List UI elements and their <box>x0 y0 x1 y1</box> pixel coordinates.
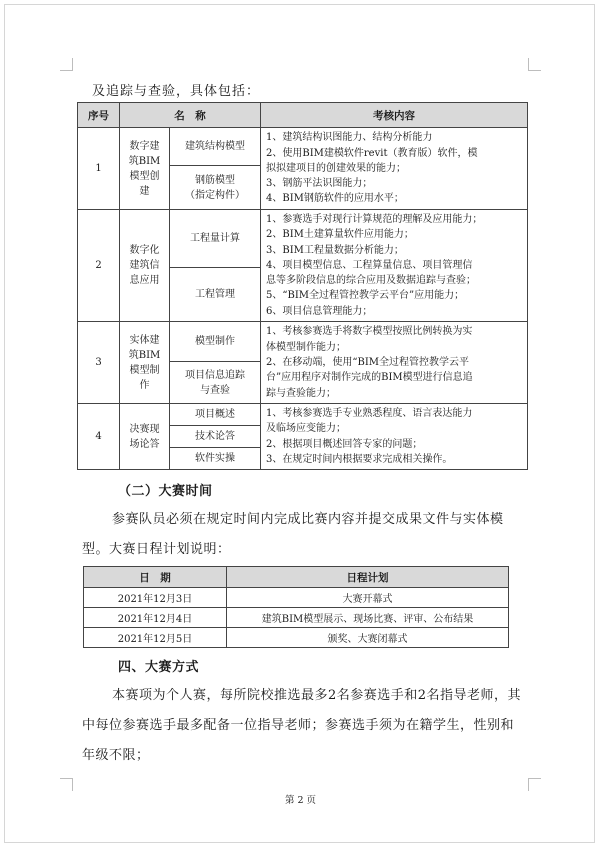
category-cell <box>120 210 170 322</box>
text-line: 工程管理 <box>195 289 235 301</box>
text-line: 技术论答 <box>195 431 235 443</box>
row-number: 3 <box>78 322 120 404</box>
assessment-content-cell <box>261 128 528 210</box>
assessment-row <box>78 210 528 268</box>
text-line: 钢筋模型 <box>195 174 235 186</box>
text-line: 息等多阶段信息的综合应用及数据追踪与查验； <box>266 275 476 287</box>
schedule-header-row <box>84 567 509 588</box>
text-line: 数字建 <box>129 140 160 152</box>
item-name-cell <box>170 210 261 268</box>
section-heading-method: 四、大赛方式 <box>118 660 200 675</box>
text-line: 模型制 <box>129 364 160 376</box>
text-line: 4、BIM钢筋软件的应用水平； <box>266 193 404 205</box>
category-cell <box>120 404 170 470</box>
page-number: 第 2 页 <box>284 795 317 806</box>
item-name-cell <box>170 166 261 210</box>
text-line: 6、项目信息管理能力； <box>266 305 373 317</box>
text-line: 2、使用BIM建模软件revit（教育版）软件，模 <box>266 147 478 159</box>
text-line: 筑BIM <box>128 349 161 361</box>
text-line: 作 <box>139 379 150 391</box>
schedule-plan: 颁奖、大赛闭幕式 <box>227 628 509 648</box>
schedule-row <box>84 628 509 648</box>
text-line: 项目信息追踪 <box>185 369 245 381</box>
text-line: 建筑结构模型 <box>185 141 245 152</box>
header-name: 名 称 <box>120 103 261 128</box>
text-line: 筑BIM <box>128 155 161 167</box>
schedule-row <box>84 608 509 628</box>
item-name-cell <box>170 404 261 426</box>
row-number: 1 <box>78 128 120 210</box>
crop-mark-bottom-left <box>60 778 73 791</box>
header-no: 序号 <box>78 103 120 128</box>
text-line: 息应用 <box>129 275 160 287</box>
text-line: 模型创 <box>129 170 160 182</box>
item-name-cell <box>170 268 261 322</box>
text-line: 2、根据项目概述回答专家的问题； <box>266 438 423 450</box>
section-method-paragraph: 本赛项为个人赛，每所院校推选最多2名参赛选手和2名指导老师，其中每位参赛选手最多配备一位指导老师；参赛选手须为在籍学生，性别和年级不限； <box>82 688 522 763</box>
assessment-body <box>78 128 528 470</box>
category-cell <box>120 128 170 210</box>
row-number: 2 <box>78 210 120 322</box>
schedule-header-plan: 日程计划 <box>227 567 509 588</box>
text-line: 体模型制作能力； <box>266 341 346 353</box>
item-name-cell <box>170 128 261 166</box>
text-line: 1、参赛选手对现行计算规范的理解及应用能力； <box>266 214 483 225</box>
header-content: 考核内容 <box>261 103 528 128</box>
text-line: 工程量计算 <box>190 233 240 245</box>
intro-text: 及追踪与查验，具体包括： <box>92 84 261 99</box>
text-line: 拟拟建项目的创建效果的能力； <box>266 162 406 174</box>
category-cell <box>120 322 170 404</box>
section-heading-time: （二）大赛时间 <box>118 484 213 499</box>
text-line: （指定构件） <box>185 189 245 201</box>
assessment-row <box>78 128 528 166</box>
item-name-cell <box>170 426 261 448</box>
text-line: 场论答 <box>129 438 160 450</box>
text-line: 决赛现 <box>129 423 160 435</box>
assessment-content-cell <box>261 322 528 404</box>
item-name-cell <box>170 362 261 404</box>
assessment-header-row <box>78 103 528 128</box>
text-line: 2、BIM土建算量软件应用能力； <box>266 229 414 241</box>
text-line: 建 <box>139 185 150 197</box>
text-line: 模型制作 <box>195 336 235 348</box>
text-line: 5、“BIM全过程管控教学云平台”应用能力； <box>266 290 465 302</box>
text-line: 3、BIM工程量数据分析能力； <box>266 244 404 256</box>
text-line: 软件实操 <box>195 453 235 465</box>
text-line: 3、钢筋平法识图能力； <box>266 178 373 190</box>
text-line: 项目概述 <box>195 409 235 421</box>
item-name-cell <box>170 448 261 470</box>
schedule-date: 2021年12月3日 <box>84 588 227 608</box>
item-name-cell <box>170 322 261 362</box>
text-line: 台”应用程序对制作完成的BIM模型进行信息追 <box>266 372 473 384</box>
schedule-plan: 大赛开幕式 <box>227 588 509 608</box>
schedule-date: 2021年12月5日 <box>84 628 227 648</box>
schedule-header-date: 日 期 <box>84 567 227 588</box>
schedule-body <box>84 588 509 648</box>
text-line: 及临场应变能力； <box>266 423 346 435</box>
crop-mark-top-right <box>528 58 541 71</box>
text-line: 实体建 <box>129 334 160 346</box>
text-line: 1、建筑结构识图能力、结构分析能力 <box>266 132 433 144</box>
assessment-content-cell <box>261 404 528 470</box>
schedule-row <box>84 588 509 608</box>
schedule-date: 2021年12月4日 <box>84 608 227 628</box>
text-line: 2、在移动端，使用“BIM全过程管控教学云平 <box>266 356 470 368</box>
text-line: 4、项目模型信息、工程算量信息、项目管理信 <box>266 259 473 271</box>
schedule-plan: 建筑BIM模型展示、现场比赛、评审、公布结果 <box>227 608 509 628</box>
text-line: 1、考核参赛选手专业熟悉程度、语言表达能力 <box>266 408 473 420</box>
assessment-row <box>78 322 528 362</box>
assessment-table <box>77 102 528 470</box>
row-number: 4 <box>78 404 120 470</box>
text-line: 踪与查验能力； <box>266 387 336 399</box>
text-line: 建筑信 <box>129 260 160 272</box>
text-line: 数字化 <box>129 245 160 257</box>
schedule-table <box>83 566 509 648</box>
crop-mark-bottom-right <box>528 778 541 791</box>
crop-mark-top-left <box>60 58 73 71</box>
text-line: 1、考核参赛选手将数字模型按照比例转换为实 <box>266 326 473 338</box>
assessment-content-cell <box>261 210 528 322</box>
section-time-paragraph: 参赛队员必须在规定时间内完成比赛内容并提交成果文件与实体模型。大赛日程计划说明： <box>82 512 504 557</box>
text-line: 3、在规定时间内根据要求完成相关操作。 <box>266 453 453 465</box>
assessment-row <box>78 404 528 426</box>
text-line: 与查验 <box>200 384 230 396</box>
